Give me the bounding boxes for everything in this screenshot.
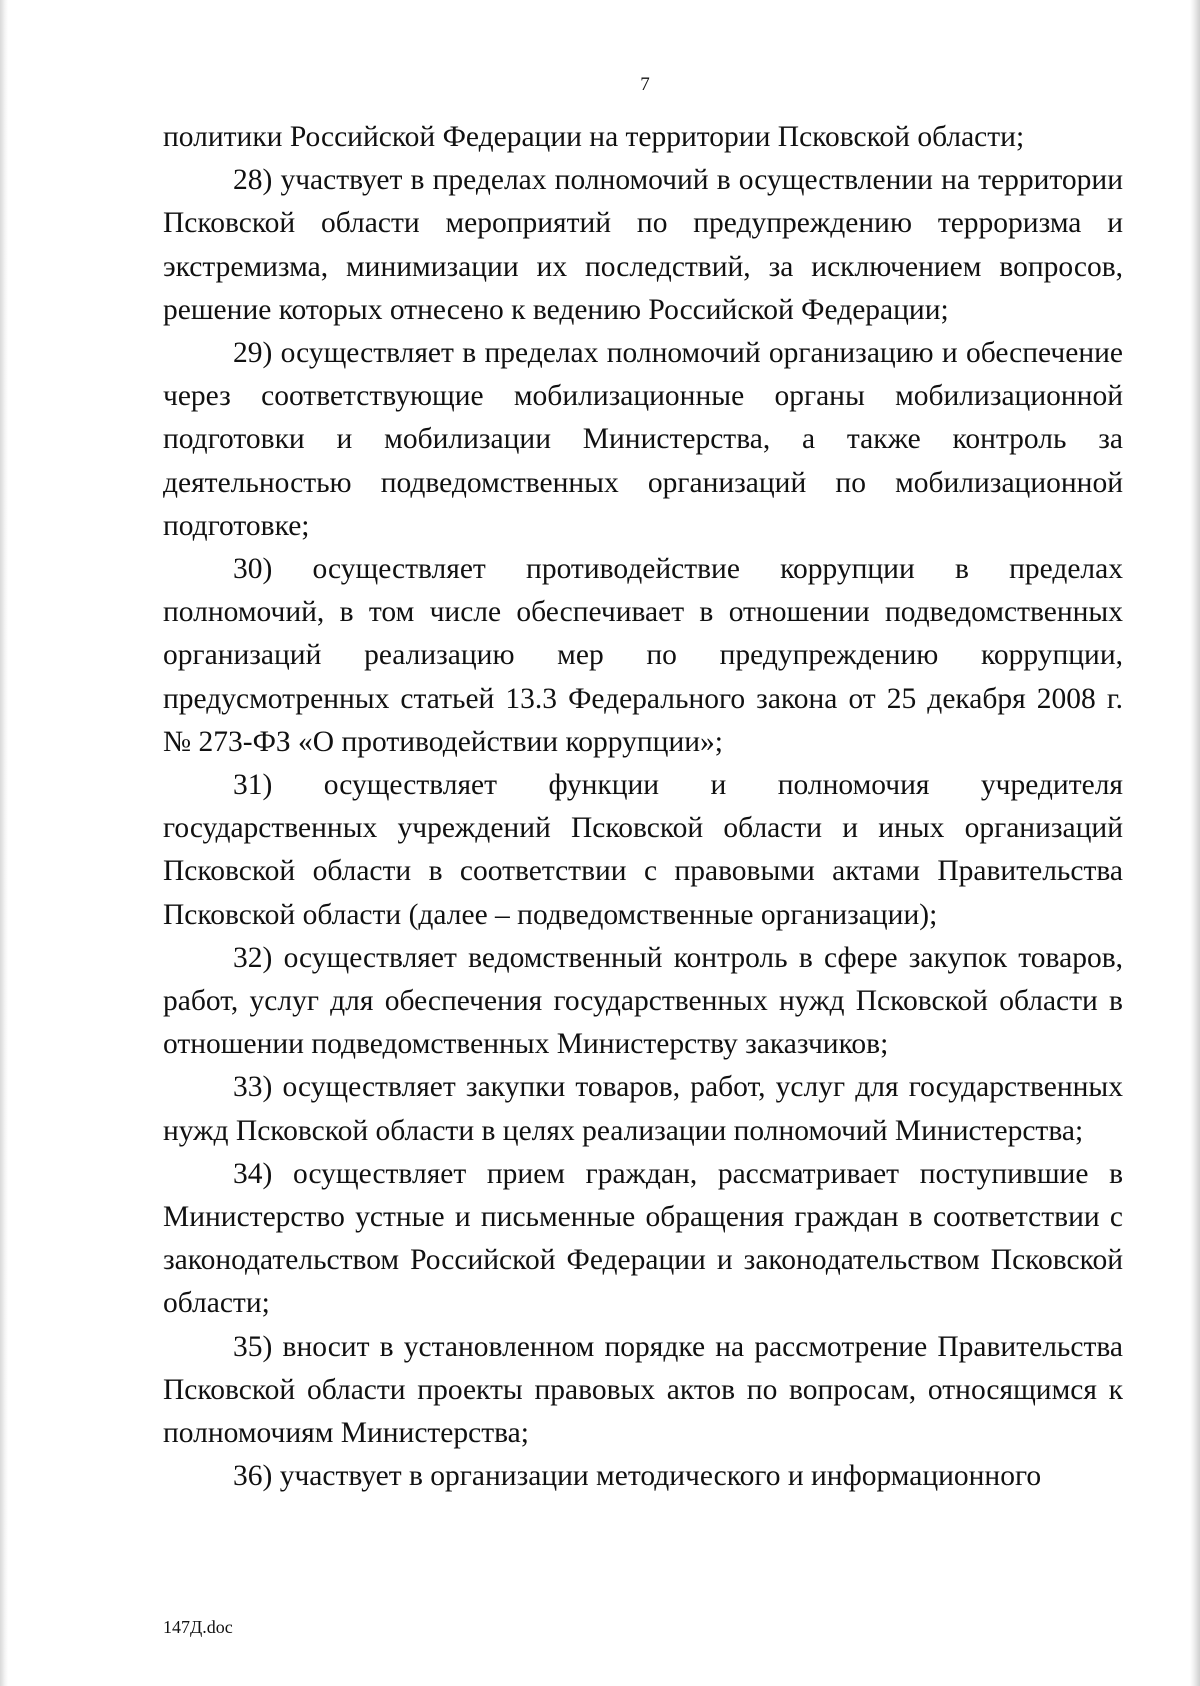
- paragraph-item-29: 29) осуществляет в пределах полномочий организацию и обеспечение через соответствующие мобилизационные органы мобилизационной подготовки и мобилизации Министерства, а также контроль за деятельностью подведомственных организаций по мобилизационной подготовке;: [163, 337, 1123, 542]
- document-body: [163, 116, 1123, 1499]
- paragraph-item-30: 30) осуществляет противодействие коррупции в пределах полномочий, в том числе обеспечивает в отношении подведомственных организаций реализацию мер по предупреждению коррупции, предусмотренных статьей 13.3 Федерального закона от 25 декабря 2008 г. № 273-ФЗ «О противодействии коррупции»;: [163, 553, 1123, 758]
- scan-edge-left: [0, 0, 8, 1686]
- scan-edge-right: [1190, 0, 1200, 1686]
- paragraph-item-28: 28) участвует в пределах полномочий в осуществлении на территории Псковской области мероприятий по предупреждению терроризма и экстремизма, минимизации их последствий, за исключением вопросов, решение которых отнесено к ведению Российской Федерации;: [163, 164, 1123, 326]
- paragraph-continuation: политики Российской Федерации на территории Псковской области;: [163, 121, 1025, 153]
- paragraph-item-32: 32) осуществляет ведомственный контроль в сфере закупок товаров, работ, услуг для обеспечения государственных нужд Псковской области в отношении подведомственных Министерству заказчиков;: [163, 941, 1123, 1061]
- paragraph-item-34: 34) осуществляет прием граждан, рассматривает поступившие в Министерство устные и письменные обращения граждан в соответствии с законодательством Российской Федерации и законодательством Псковской области;: [163, 1157, 1123, 1320]
- paragraph-item-31: 31) осуществляет функции и полномочия учредителя государственных учреждений Псковской области и иных организаций Псковской области в соответствии с правовыми актами Правительства Псковской области (далее – подведомственные организации);: [163, 769, 1123, 931]
- paragraph-item-36: 36) участвует в организации методического и информационного: [233, 1460, 1042, 1493]
- page-number: 7: [640, 74, 650, 95]
- paragraph-item-35: 35) вносит в установленном порядке на рассмотрение Правительства Псковской области проекты правовых актов по вопросам, относящимся к полномочиям Министерства;: [163, 1330, 1123, 1450]
- paragraph-item-33: 33) осуществляет закупки товаров, работ, услуг для государственных нужд Псковской области в целях реализации полномочий Министерства;: [163, 1071, 1123, 1147]
- footer-filename: 147Д.doc: [163, 1617, 233, 1637]
